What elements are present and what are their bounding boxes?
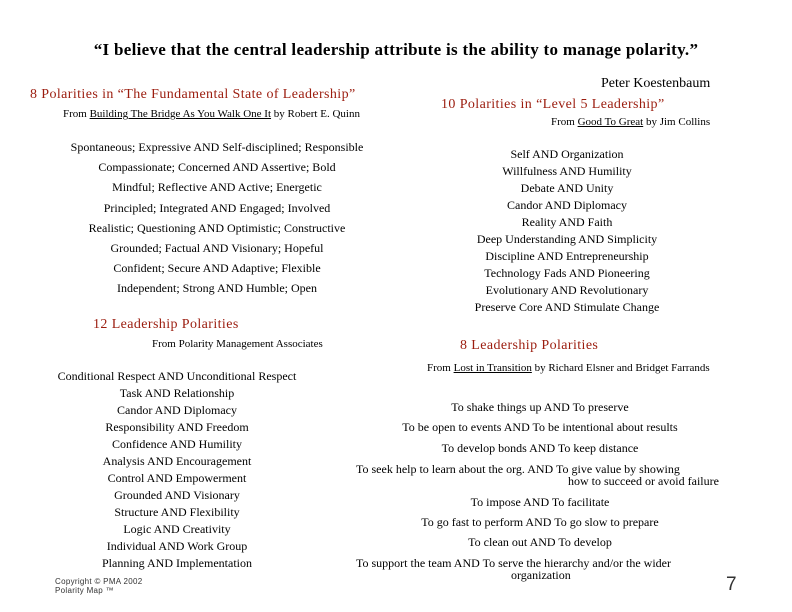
- collins-source-suffix: by Jim Collins: [643, 116, 711, 128]
- elsner-source-title: Lost in Transition: [453, 362, 532, 374]
- collins-list: [422, 146, 712, 316]
- list-item: Task AND Relationship: [119, 386, 235, 400]
- pma-list: [22, 368, 332, 572]
- pma-heading: 12 Leadership Polarities: [93, 317, 239, 332]
- copyright-line: Polarity Map ™: [55, 586, 114, 595]
- list-item: Logic AND Creativity: [123, 522, 231, 536]
- quinn-source-prefix: From: [63, 108, 90, 120]
- elsner-source: [427, 362, 710, 374]
- list-item: Candor AND Diplomacy: [117, 403, 237, 417]
- copyright-line: Copyright © PMA 2002: [55, 577, 143, 586]
- list-item: Compassionate; Concerned AND Assertive; Bold: [98, 160, 336, 175]
- collins-source-title: Good To Great: [577, 116, 644, 128]
- list-item: Responsibility AND Freedom: [105, 420, 249, 434]
- list-item: Individual AND Work Group: [106, 539, 248, 553]
- list-item: Self AND Organization: [510, 147, 624, 161]
- collins-heading: 10 Polarities in “Level 5 Leadership”: [441, 97, 665, 112]
- list-item: Willfulness AND Humility: [502, 164, 632, 178]
- list-item: Candor AND Diplomacy: [507, 198, 627, 212]
- list-item: Grounded; Factual AND Visionary; Hopeful: [110, 241, 324, 256]
- list-item: Discipline AND Entrepreneurship: [485, 249, 649, 263]
- list-item: Reality AND Faith: [521, 215, 613, 229]
- list-item: Debate AND Unity: [520, 181, 614, 195]
- list-item: To seek help to learn about the org. AND To give value by showing: [356, 462, 680, 476]
- list-item: To clean out AND To develop: [468, 535, 612, 549]
- list-item: Independent; Strong AND Humble; Open: [117, 281, 317, 296]
- list-item: Preserve Core AND Stimulate Change: [474, 300, 660, 314]
- pma-source: From Polarity Management Associates: [152, 338, 323, 350]
- list-item: To develop bonds AND To keep distance: [441, 441, 639, 455]
- list-item: Confident; Secure AND Adaptive; Flexible: [113, 261, 321, 276]
- list-item: Structure AND Flexibility: [114, 505, 240, 519]
- list-item: how to succeed or avoid failure: [568, 474, 719, 488]
- elsner-heading: 8 Leadership Polarities: [460, 338, 599, 353]
- list-item: To impose AND To facilitate: [470, 495, 610, 509]
- quinn-heading: 8 Polarities in “The Fundamental State of Leadership”: [30, 87, 356, 102]
- list-item: To shake things up AND To preserve: [451, 400, 629, 414]
- quinn-source: [63, 108, 360, 120]
- list-item: Analysis AND Encouragement: [102, 454, 252, 468]
- list-item: Technology Fads AND Pioneering: [484, 266, 650, 280]
- quote-author: Peter Koestenbaum: [601, 76, 711, 91]
- list-item: Planning AND Implementation: [102, 556, 252, 570]
- list-item: Deep Understanding AND Simplicity: [476, 232, 658, 246]
- list-item: To be open to events AND To be intentional about results: [402, 420, 678, 434]
- list-item: To go fast to perform AND To go slow to prepare: [421, 515, 659, 529]
- collins-source-prefix: From: [551, 116, 578, 128]
- list-item: Conditional Respect AND Unconditional Respect: [57, 369, 297, 383]
- list-item: Spontaneous; Expressive AND Self-disciplined; Responsible: [70, 140, 364, 154]
- quote-text: “I believe that the central leadership attribute is the ability to manage polarity.”: [93, 40, 699, 59]
- copyright: [55, 577, 143, 595]
- list-item: Control AND Empowerment: [107, 471, 247, 485]
- quinn-source-suffix: by Robert E. Quinn: [271, 108, 360, 120]
- list-item: To support the team AND To serve the hierarchy and/or the wider: [356, 556, 672, 570]
- list-item: Confidence AND Humility: [112, 437, 242, 451]
- list-item: Principled; Integrated AND Engaged; Involved: [103, 200, 331, 215]
- elsner-source-suffix: by Richard Elsner and Bridget Farrands: [531, 362, 710, 374]
- list-item: Realistic; Questioning AND Optimistic; Constructive: [88, 220, 346, 235]
- quinn-list: [22, 137, 412, 299]
- page-number: 7: [726, 574, 737, 595]
- list-item: Evolutionary AND Revolutionary: [485, 283, 649, 297]
- quinn-source-title: Building The Bridge As You Walk One It: [89, 108, 272, 120]
- list-item: organization: [511, 568, 571, 582]
- list-item: Grounded AND Visionary: [114, 488, 240, 502]
- collins-source: [551, 116, 710, 128]
- elsner-source-prefix: From: [427, 362, 454, 374]
- list-item: Mindful; Reflective AND Active; Energetic: [112, 180, 322, 195]
